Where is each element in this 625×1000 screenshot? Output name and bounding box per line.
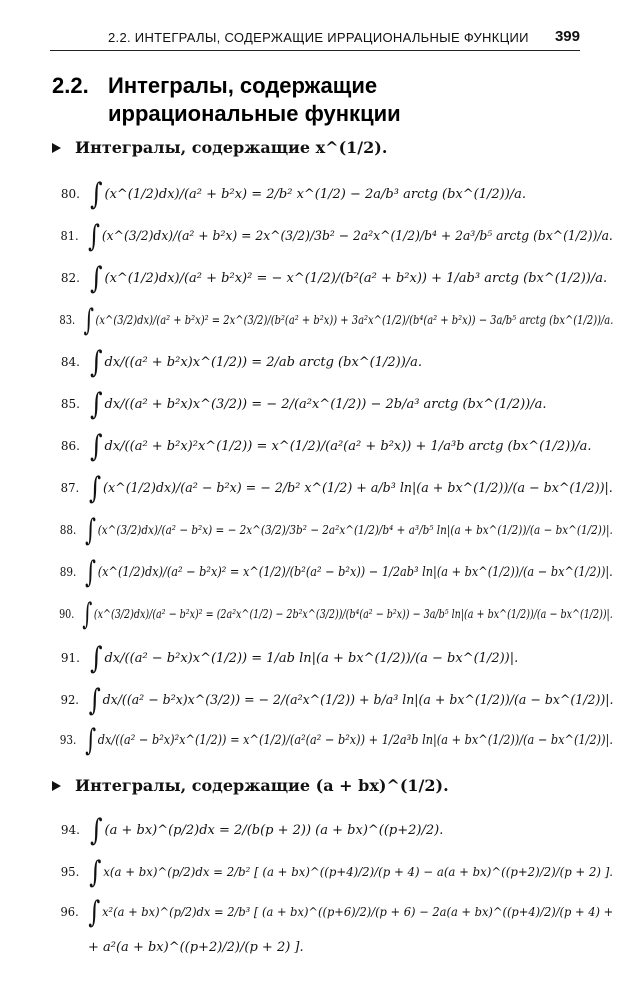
formula-number: 92. xyxy=(60,693,79,707)
formula-expression: (a + bx)^(p/2)dx = 2/(b(p + 2)) (a + bx)^((p+2)/2). xyxy=(104,822,444,838)
formula-number: 88. xyxy=(59,523,77,537)
integral-sign-icon: ∫ xyxy=(89,854,102,890)
formula-expression: dx/((a² + b²x)x^(3/2)) = − 2/(a²x^(1/2)) − 2b/a³ arctg (bx^(1/2))/a. xyxy=(104,396,547,412)
integral-sign-icon: ∫ xyxy=(90,176,103,212)
formula-row xyxy=(52,176,526,212)
formula-row xyxy=(52,854,613,890)
formula-expression: (x^(3/2)dx)/(a² + b²x)² = 2x^(3/2)/(b²(a² + b²x)) + 3a²x^(1/2)/(b⁴(a² + b²x)) − 3a/b⁵ arctg (bx^(1/2))/a. xyxy=(95,313,614,327)
formula-row xyxy=(52,640,518,676)
triangle-bullet-icon xyxy=(52,143,61,153)
section-heading xyxy=(52,72,401,128)
formula-number: 93. xyxy=(59,733,77,747)
formula-number: 91. xyxy=(60,651,80,665)
subsection-heading-x-half xyxy=(52,138,387,157)
integral-sign-icon: ∫ xyxy=(85,554,96,590)
formula-row xyxy=(52,512,613,548)
formula-row xyxy=(52,812,443,848)
section-title-line1: Интегралы, содержащие xyxy=(108,73,378,98)
formula-row xyxy=(52,302,613,338)
formula-expression: (x^(3/2)dx)/(a² + b²x) = 2x^(3/2)/3b² − 2a²x^(1/2)/b⁴ + 2a³/b⁵ arctg (bx^(1/2))/a. xyxy=(101,228,613,244)
integral-sign-icon: ∫ xyxy=(90,386,103,422)
formula-number: 86. xyxy=(60,439,80,453)
formula-row xyxy=(52,218,613,254)
formula-number: 82. xyxy=(60,271,80,285)
integral-sign-icon: ∫ xyxy=(88,218,100,254)
formula-row xyxy=(52,722,613,758)
formula-row xyxy=(52,554,613,590)
section-number: 2.2. xyxy=(52,73,89,98)
page-number: 399 xyxy=(554,28,580,45)
integral-sign-icon: ∫ xyxy=(90,812,103,848)
formula-expression: x(a + bx)^(p/2)dx = 2/b² [ (a + bx)^((p+4)/2)/(p + 4) − a(a + bx)^((p+2)/2)/(p + 2) ]. xyxy=(103,865,614,879)
integral-sign-icon: ∫ xyxy=(82,596,93,632)
formula-row xyxy=(52,344,422,380)
formula-expression: dx/((a² + b²x)x^(1/2)) = 2/ab arctg (bx^(1/2))/a. xyxy=(104,354,423,370)
integral-sign-icon: ∫ xyxy=(85,512,96,548)
subsection-label: Интегралы, содержащие (a + bx)^(1/2). xyxy=(75,776,449,795)
formula-expression: dx/((a² − b²x)²x^(1/2)) = x^(1/2)/(a²(a² − b²x)) + 1/2a³b ln|(a + bx^(1/2))/(a − bx^(1/2))|. xyxy=(97,732,613,748)
formula-number: 87. xyxy=(60,481,80,495)
formula-expression: dx/((a² − b²x)x^(1/2)) = 1/ab ln|(a + bx^(1/2))/(a − bx^(1/2))|. xyxy=(104,650,519,666)
integral-sign-icon: ∫ xyxy=(90,640,103,676)
integral-sign-icon: ∫ xyxy=(90,428,103,464)
formula-number: 90. xyxy=(59,607,75,621)
running-header xyxy=(50,24,580,51)
formula-expression: x²(a + bx)^(p/2)dx = 2/b³ [ (a + bx)^((p+6)/2)/(p + 6) − 2a(a + bx)^((p+4)/2)/(p + 4) + xyxy=(102,905,614,919)
formula-number: 84. xyxy=(60,355,80,369)
formula-expression: (x^(3/2)dx)/(a² − b²x)² = (2a²x^(1/2) − 2b²x^(3/2))/(b⁴(a² − b²x)) − 3a/b⁵ ln|(a + bx^(1/2))/(a − bx^(1/2))|. xyxy=(93,607,613,621)
running-title: 2.2. ИНТЕГРАЛЫ, СОДЕРЖАЩИЕ ИРРАЦИОНАЛЬНЫЕ ФУНКЦИИ xyxy=(108,30,529,45)
formula-number: 96. xyxy=(60,905,79,919)
formula-expression: (x^(3/2)dx)/(a² − b²x) = − 2x^(3/2)/3b² − 2a²x^(1/2)/b⁴ + a³/b⁵ ln|(a + bx^(1/2))/(a − bx^(1/2))|. xyxy=(97,523,613,537)
section-title-line2: иррациональные функции xyxy=(108,101,401,126)
subsection-label: Интегралы, содержащие x^(1/2). xyxy=(75,138,388,157)
formula-row xyxy=(52,682,613,718)
formula-number: 89. xyxy=(59,565,77,579)
integral-sign-icon: ∫ xyxy=(83,302,94,338)
formula-number: 80. xyxy=(60,187,80,201)
formula-continuation: + a²(a + bx)^((p+2)/2)/(p + 2) ]. xyxy=(88,939,304,955)
formula-row xyxy=(52,386,547,422)
formula-number: 85. xyxy=(60,397,80,411)
integral-sign-icon: ∫ xyxy=(88,470,102,506)
formula-row xyxy=(52,260,607,296)
formula-number: 95. xyxy=(60,865,80,879)
subsection-heading-a-bx-half xyxy=(52,776,449,795)
triangle-bullet-icon xyxy=(52,781,61,791)
formula-number: 94. xyxy=(60,823,80,837)
integral-sign-icon: ∫ xyxy=(90,344,103,380)
formula-expression: (x^(1/2)dx)/(a² + b²x) = 2/b² x^(1/2) − 2a/b³ arctg (bx^(1/2))/a. xyxy=(104,186,527,202)
formula-row xyxy=(52,894,613,930)
formula-number: 81. xyxy=(60,229,79,243)
formula-expression: dx/((a² − b²x)x^(3/2)) = − 2/(a²x^(1/2)) + b/a³ ln|(a + bx^(1/2))/(a − bx^(1/2))|. xyxy=(102,692,614,708)
integral-sign-icon: ∫ xyxy=(88,894,101,930)
formula-expression: (x^(1/2)dx)/(a² − b²x) = − 2/b² x^(1/2) + a/b³ ln|(a + bx^(1/2))/(a − bx^(1/2))|. xyxy=(103,480,613,496)
formula-row xyxy=(52,470,613,506)
integral-sign-icon: ∫ xyxy=(85,722,96,758)
formula-expression: dx/((a² + b²x)²x^(1/2)) = x^(1/2)/(a²(a² + b²x)) + 1/a³b arctg (bx^(1/2))/a. xyxy=(104,438,592,454)
formula-row xyxy=(52,428,592,464)
formula-expression: (x^(1/2)dx)/(a² − b²x)² = x^(1/2)/(b²(a² − b²x)) − 1/2ab³ ln|(a + bx^(1/2))/(a − bx^(1/2))|. xyxy=(97,564,613,580)
formula-number: 83. xyxy=(59,313,76,327)
formula-expression: (x^(1/2)dx)/(a² + b²x)² = − x^(1/2)/(b²(a² + b²x)) + 1/ab³ arctg (bx^(1/2))/a. xyxy=(104,270,608,286)
formula-row xyxy=(52,596,613,632)
integral-sign-icon: ∫ xyxy=(88,682,101,718)
integral-sign-icon: ∫ xyxy=(90,260,103,296)
